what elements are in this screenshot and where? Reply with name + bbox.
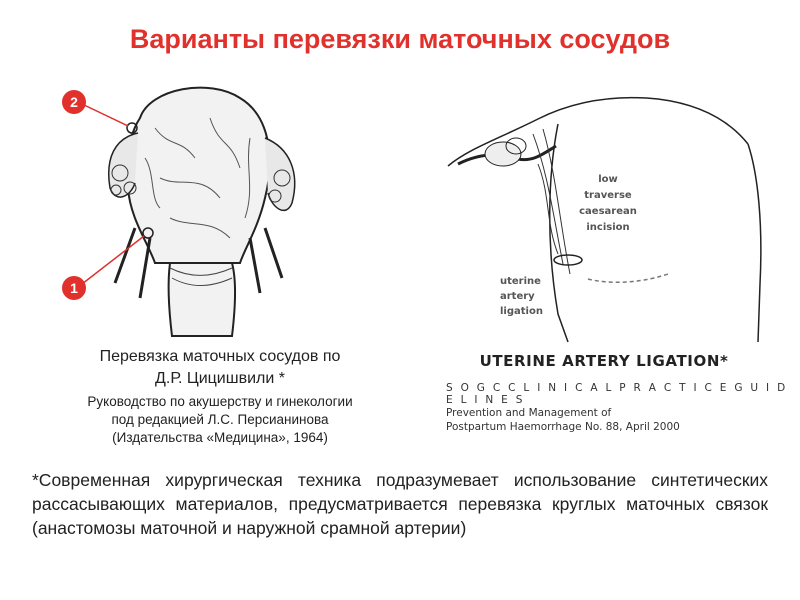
- right-caption-title: UTERINE ARTERY LIGATION*: [479, 352, 729, 370]
- left-caption-ref-line1: Руководство по акушерству и гинекологии: [87, 394, 353, 409]
- left-caption-reference: [30, 393, 410, 447]
- incision-label-line4: incision: [586, 222, 630, 233]
- left-caption-title-line1: Перевязка маточных сосудов по: [99, 348, 341, 365]
- right-caption-sogc: S O G C C L I N I C A L P R A C T I C E G U I D E L I N E S: [446, 382, 788, 406]
- left-caption-ref-line2: под редакцией Л.С. Персианинова: [111, 412, 329, 427]
- incision-label-line3: caesarean: [579, 206, 637, 217]
- incision-label-line1: low: [598, 174, 618, 185]
- right-caption-line2: Postpartum Haemorrhage No. 88, April 2000: [446, 421, 680, 433]
- left-caption-ref-line3: (Издательства «Медицина», 1964): [112, 430, 328, 445]
- left-caption: [30, 346, 410, 447]
- left-caption-title-line2: Д.Р. Цицишвили *: [155, 370, 285, 387]
- marker-badge-2: 2: [62, 90, 86, 114]
- uterine-artery-diagram: [438, 84, 788, 344]
- footnote-paragraph: *Современная хирургическая техника подразумевает использование синтетических рассасывающих материалов, предусматривается перевязка круглых маточных связок (анастомозы маточной и наружной срамной артерии): [32, 470, 768, 538]
- ligation-label-line3: ligation: [500, 306, 543, 317]
- right-caption-line1: Prevention and Management of: [446, 407, 612, 419]
- ligation-label-line2: artery: [500, 291, 535, 302]
- page-title: Варианты перевязки маточных сосудов: [129, 24, 671, 54]
- ligation-label-line1: uterine: [500, 276, 541, 287]
- marker-badge-1: 1: [62, 276, 86, 300]
- uterus-ligation-illustration: [60, 78, 330, 340]
- incision-label-line2: traverse: [584, 190, 632, 201]
- right-caption: [446, 352, 796, 434]
